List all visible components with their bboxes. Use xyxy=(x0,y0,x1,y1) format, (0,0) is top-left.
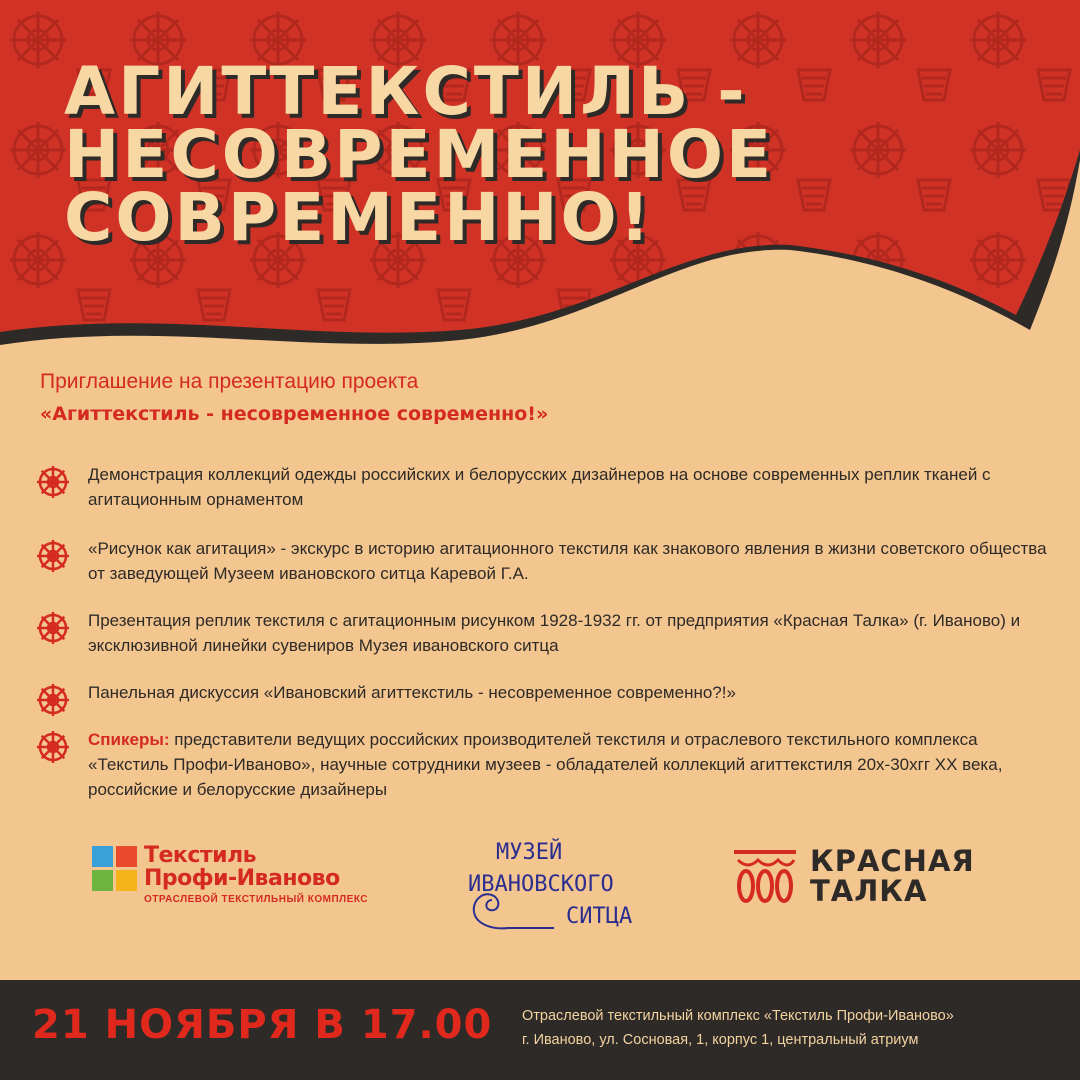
gear-wheel-icon xyxy=(36,539,70,573)
krasnaya-talka-logo xyxy=(732,846,982,906)
textile-profi-line-1: Текстиль xyxy=(144,843,257,868)
textile-profi-tiles-icon xyxy=(92,846,138,892)
list-item-text: «Рисунок как агитация» - экскурс в историю агитационного текстиля как знакового явления в жизни советского общества от заведующей Музеем ивановского ситца Каревой Г.А. xyxy=(88,539,1047,583)
list-item xyxy=(36,608,1056,658)
intro xyxy=(40,366,548,430)
museum-line-1: МУЗЕЙ xyxy=(496,840,563,865)
textile-profi-line-2: Профи-Иваново xyxy=(144,866,340,891)
list-item-text: Демонстрация коллекций одежды российских и белорусских дизайнеров на основе современных реплик тканей с агитационным орнаментом xyxy=(88,465,991,509)
gear-wheel-icon xyxy=(36,611,70,645)
gear-wheel-icon xyxy=(36,465,70,499)
list-item-text: Презентация реплик текстиля с агитационным рисунком 1928-1932 гг. от предприятия «Красная Талка» (г. Иваново) и эксклюзивной линейки сувениров Музея ивановского ситца xyxy=(88,611,1021,655)
headline-line-2: НЕСОВРЕМЕННОЕ xyxy=(64,116,775,193)
krasnaya-talka-mark-icon xyxy=(732,846,798,906)
program-list xyxy=(36,462,1056,802)
event-date: 21 НОЯБРЯ В 17.00 xyxy=(32,1002,493,1048)
krasnaya-talka-line-2: ТАЛКА xyxy=(810,874,928,908)
headline-line-1: АГИТТЕКСТИЛЬ - xyxy=(64,53,748,130)
list-item-text: Панельная дискуссия «Ивановский агиттекстиль - несовременное современно?!» xyxy=(88,683,736,702)
textile-profi-logo xyxy=(92,843,402,906)
gear-wheel-icon xyxy=(36,730,70,764)
textile-profi-subtitle: ОТРАСЛЕВОЙ ТЕКСТИЛЬНЫЙ КОМПЛЕКС xyxy=(144,894,369,905)
headline xyxy=(64,53,775,256)
intro-line-1: Приглашение на презентацию проекта xyxy=(40,370,419,393)
speakers-text: представители ведущих российских производителей текстиля и отраслевого текстильного комплекса «Текстиль Профи-Иваново», научные сотрудники музеев - обладателей коллекций агиттекстиля 20х-30хгг XX века, российские и белорусские дизайнеры xyxy=(88,730,1003,799)
gear-wheel-icon xyxy=(36,683,70,717)
krasnaya-talka-name xyxy=(810,846,975,906)
speakers-item xyxy=(36,727,1056,802)
museum-logo xyxy=(456,840,656,940)
list-item xyxy=(36,680,1056,705)
headline-line-3: СОВРЕМЕННО! xyxy=(64,179,653,256)
intro-line-2: «Агиттекстиль - несовременное современно!» xyxy=(40,403,549,425)
krasnaya-talka-line-1: КРАСНАЯ xyxy=(810,844,975,878)
speakers-label: Спикеры: xyxy=(88,730,170,749)
event-venue xyxy=(522,1004,954,1052)
spiral-icon xyxy=(458,880,558,936)
textile-profi-name xyxy=(144,844,340,890)
list-item xyxy=(36,536,1056,586)
list-item xyxy=(36,462,1056,512)
venue-line-1: Отраслевой текстильный комплекс «Текстиль Профи-Иваново» xyxy=(522,1008,954,1024)
venue-line-2: г. Иваново, ул. Сосновая, 1, корпус 1, центральный атриум xyxy=(522,1032,919,1048)
museum-line-2: ИВАНОВСКОГО xyxy=(468,872,614,897)
museum-line-3: СИТЦА xyxy=(566,904,633,929)
